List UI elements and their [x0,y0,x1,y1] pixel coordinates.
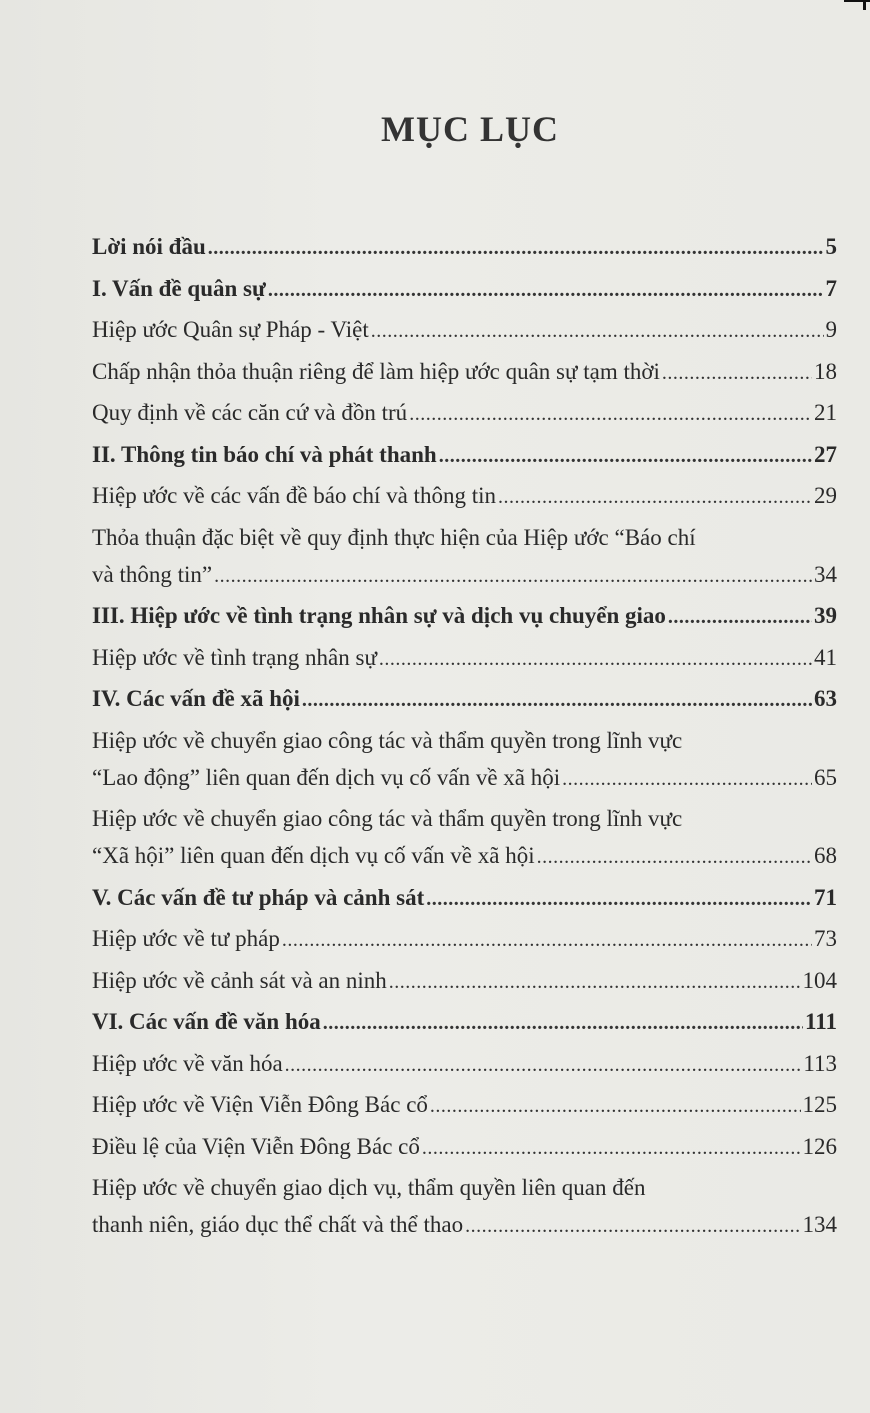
toc-page-number: 9 [825,317,837,342]
toc-row [92,920,837,957]
toc-entry [92,436,837,473]
toc-entry [92,1128,837,1165]
dot-leader [465,1208,800,1245]
toc-entry-title: Hiệp ước Quân sự Pháp - Việt [92,317,369,342]
toc-entry-title: VI. Các vấn đề văn hóa [92,1009,321,1034]
toc-entry-title: “Xã hội” liên quan đến dịch vụ cố vấn về xã hội [92,843,535,868]
dot-leader [208,230,824,267]
toc-entry-title: Hiệp ước về tình trạng nhân sự [92,644,377,670]
toc-page-number: 63 [814,686,837,711]
toc-page-number: 39 [814,603,837,628]
toc-entry-title: I. Vấn đề quân sự [92,275,266,301]
toc-row [92,680,837,717]
toc-entry [92,270,837,307]
toc-page-number: 68 [814,843,837,868]
toc-row [92,228,837,265]
toc-page-number: 125 [802,1092,837,1117]
toc-entry-title: II. Thông tin báo chí và phát thanh [92,441,437,467]
toc-page-number: 113 [803,1050,837,1076]
toc-entry [92,722,837,796]
toc-entry [92,680,837,717]
toc-entry [92,394,837,431]
toc-page-number: 41 [814,644,837,670]
toc-page-number: 5 [825,234,837,259]
toc-entry-title: Điều lệ của Viện Viễn Đông Bác cổ [92,1133,420,1159]
toc-page-number: 126 [802,1133,837,1159]
toc-entry [92,962,837,999]
dot-leader [214,558,812,595]
corner-mark [844,0,870,2]
toc-row [92,1206,837,1243]
toc-row [92,962,837,999]
toc-page-number: 134 [802,1212,837,1237]
toc-entry [92,1045,837,1082]
toc-entry [92,639,837,676]
toc-row [92,270,837,307]
dot-leader [389,964,801,1001]
toc-page-number: 73 [814,926,837,951]
dot-leader [302,682,812,719]
toc-entry [92,1169,837,1243]
toc-page-number: 104 [802,967,837,993]
toc-row [92,1045,837,1082]
dot-leader [285,1047,802,1084]
toc-page-number: 21 [814,400,837,425]
toc-row [92,436,837,473]
toc-row [92,879,837,916]
dot-leader [426,881,812,918]
toc-entry-title: Hiệp ước về Viện Viễn Đông Bác cổ [92,1092,428,1117]
toc-entry [92,353,837,390]
toc-row [92,1086,837,1123]
toc-entry-title: Hiệp ước về tư pháp [92,926,280,951]
dot-leader [668,599,812,636]
toc-entry [92,477,837,514]
toc-row [92,556,837,593]
toc-page-number: 65 [814,764,837,790]
toc-page-number: 7 [825,275,837,301]
toc-entry [92,1086,837,1123]
toc-entry-title: Hiệp ước về các vấn đề báo chí và thông tin [92,483,496,508]
toc-row [92,837,837,874]
toc-entry-title: thanh niên, giáo dục thể chất và thể thao [92,1212,464,1237]
toc-row [92,394,837,431]
toc-entry-title: IV. Các vấn đề xã hội [92,686,300,711]
toc-entry [92,311,837,348]
dot-leader [662,355,812,392]
toc-page-number: 27 [814,441,837,467]
dot-leader [268,272,824,309]
toc-page-number: 29 [814,483,837,508]
toc-entry [92,879,837,916]
toc-entry-title: Lời nói đầu [92,234,206,259]
toc-entry-title: Quy định về các căn cứ và đồn trú [92,400,408,425]
dot-leader [430,1088,801,1125]
toc-row [92,311,837,348]
toc-row [92,477,837,514]
toc-row [92,1003,837,1040]
dot-leader [422,1130,801,1167]
toc-row [92,353,837,390]
toc-page-number: 111 [805,1009,837,1034]
toc-row [92,597,837,634]
toc-entry [92,519,837,593]
toc-entry-title-line: Hiệp ước về chuyển giao công tác và thẩm quyền trong lĩnh vực [92,727,683,753]
toc-entry-title: III. Hiệp ước về tình trạng nhân sự và dịch vụ chuyển giao [92,603,666,628]
dot-leader [323,1005,803,1042]
toc-row [92,1128,837,1165]
dot-leader [379,641,812,678]
page-title: MỤC LỤC [381,109,559,149]
toc-entry-title: Hiệp ước về văn hóa [92,1050,283,1076]
table-of-contents [92,228,837,1248]
toc-row [92,759,837,796]
toc-entry [92,597,837,634]
toc-entry-title-line: Hiệp ước về chuyển giao công tác và thẩm quyền trong lĩnh vực [92,806,683,831]
toc-page-number: 34 [814,561,837,587]
toc-entry-title: “Lao động” liên quan đến dịch vụ cố vấn về xã hội [92,764,561,790]
toc-entry-title: Chấp nhận thỏa thuận riêng để làm hiệp ước quân sự tạm thời [92,358,660,384]
dot-leader [409,396,812,433]
toc-row [92,639,837,676]
toc-entry [92,1003,837,1040]
dot-leader [498,479,812,516]
toc-entry [92,800,837,874]
toc-entry-title-line: Hiệp ước về chuyển giao dịch vụ, thẩm quyền liên quan đến [92,1175,646,1200]
toc-entry [92,920,837,957]
toc-page-number: 71 [814,884,837,910]
dot-leader [282,922,812,959]
dot-leader [371,313,824,350]
toc-entry [92,228,837,265]
dot-leader [562,761,812,798]
toc-entry-title: V. Các vấn đề tư pháp và cảnh sát [92,884,425,910]
corner-tick [863,0,866,10]
toc-entry-title: Hiệp ước về cảnh sát và an ninh [92,967,387,993]
toc-page-number: 18 [814,358,837,384]
toc-entry-title: và thông tin” [92,561,213,587]
dot-leader [537,839,812,876]
dot-leader [439,438,812,475]
toc-entry-title-line: Thỏa thuận đặc biệt về quy định thực hiện của Hiệp ước “Báo chí [92,524,696,550]
